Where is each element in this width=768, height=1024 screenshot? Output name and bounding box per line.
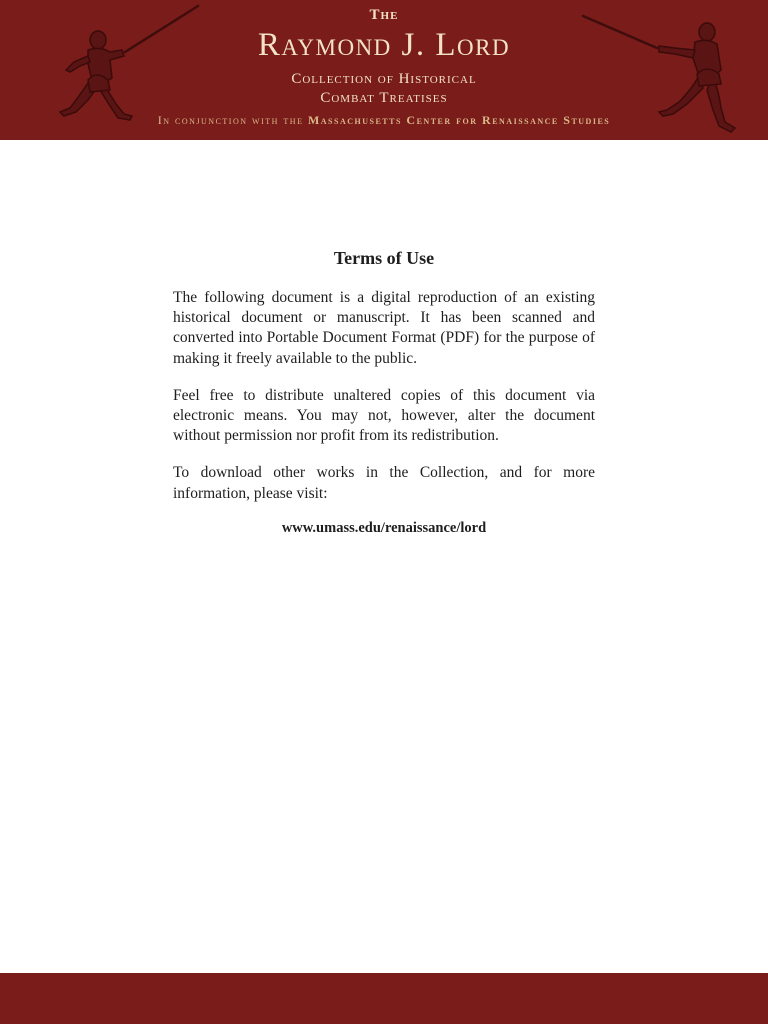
banner-subtitle-line2: Combat Treatises [320,90,448,106]
paragraph-distribution: Feel free to distribute unaltered copies of this document via electronic means. You may not, however, alter the document without permission nor profit from its redistribution. [173,386,595,445]
paragraph-download: To download other works in the Collection, and for more information, please visit: [173,464,595,502]
terms-of-use-content [173,246,595,538]
header-banner [0,0,768,140]
collection-url-link[interactable]: www.umass.edu/renaissance/lord [281,519,487,536]
paragraph-reproduction: The following document is a digital reproduction of an existing historical document or manuscript. It has been scanned and converted into Portable Document Format (PDF) for the purpose of making it freely available to the public. [173,289,595,367]
banner-the: The [369,7,399,23]
footer-bar [0,973,768,1024]
banner-conjunction-line [0,113,768,128]
conjunction-organization: Massachusetts Center for Renaissance Studies [307,113,611,127]
banner-subtitle-line1: Collection of Historical [291,71,477,87]
banner-title [150,6,618,108]
conjunction-prefix: In conjunction with the [157,113,304,127]
page-title: Terms of Use [333,248,435,268]
banner-collection-name: Raymond J. Lord [257,27,511,63]
